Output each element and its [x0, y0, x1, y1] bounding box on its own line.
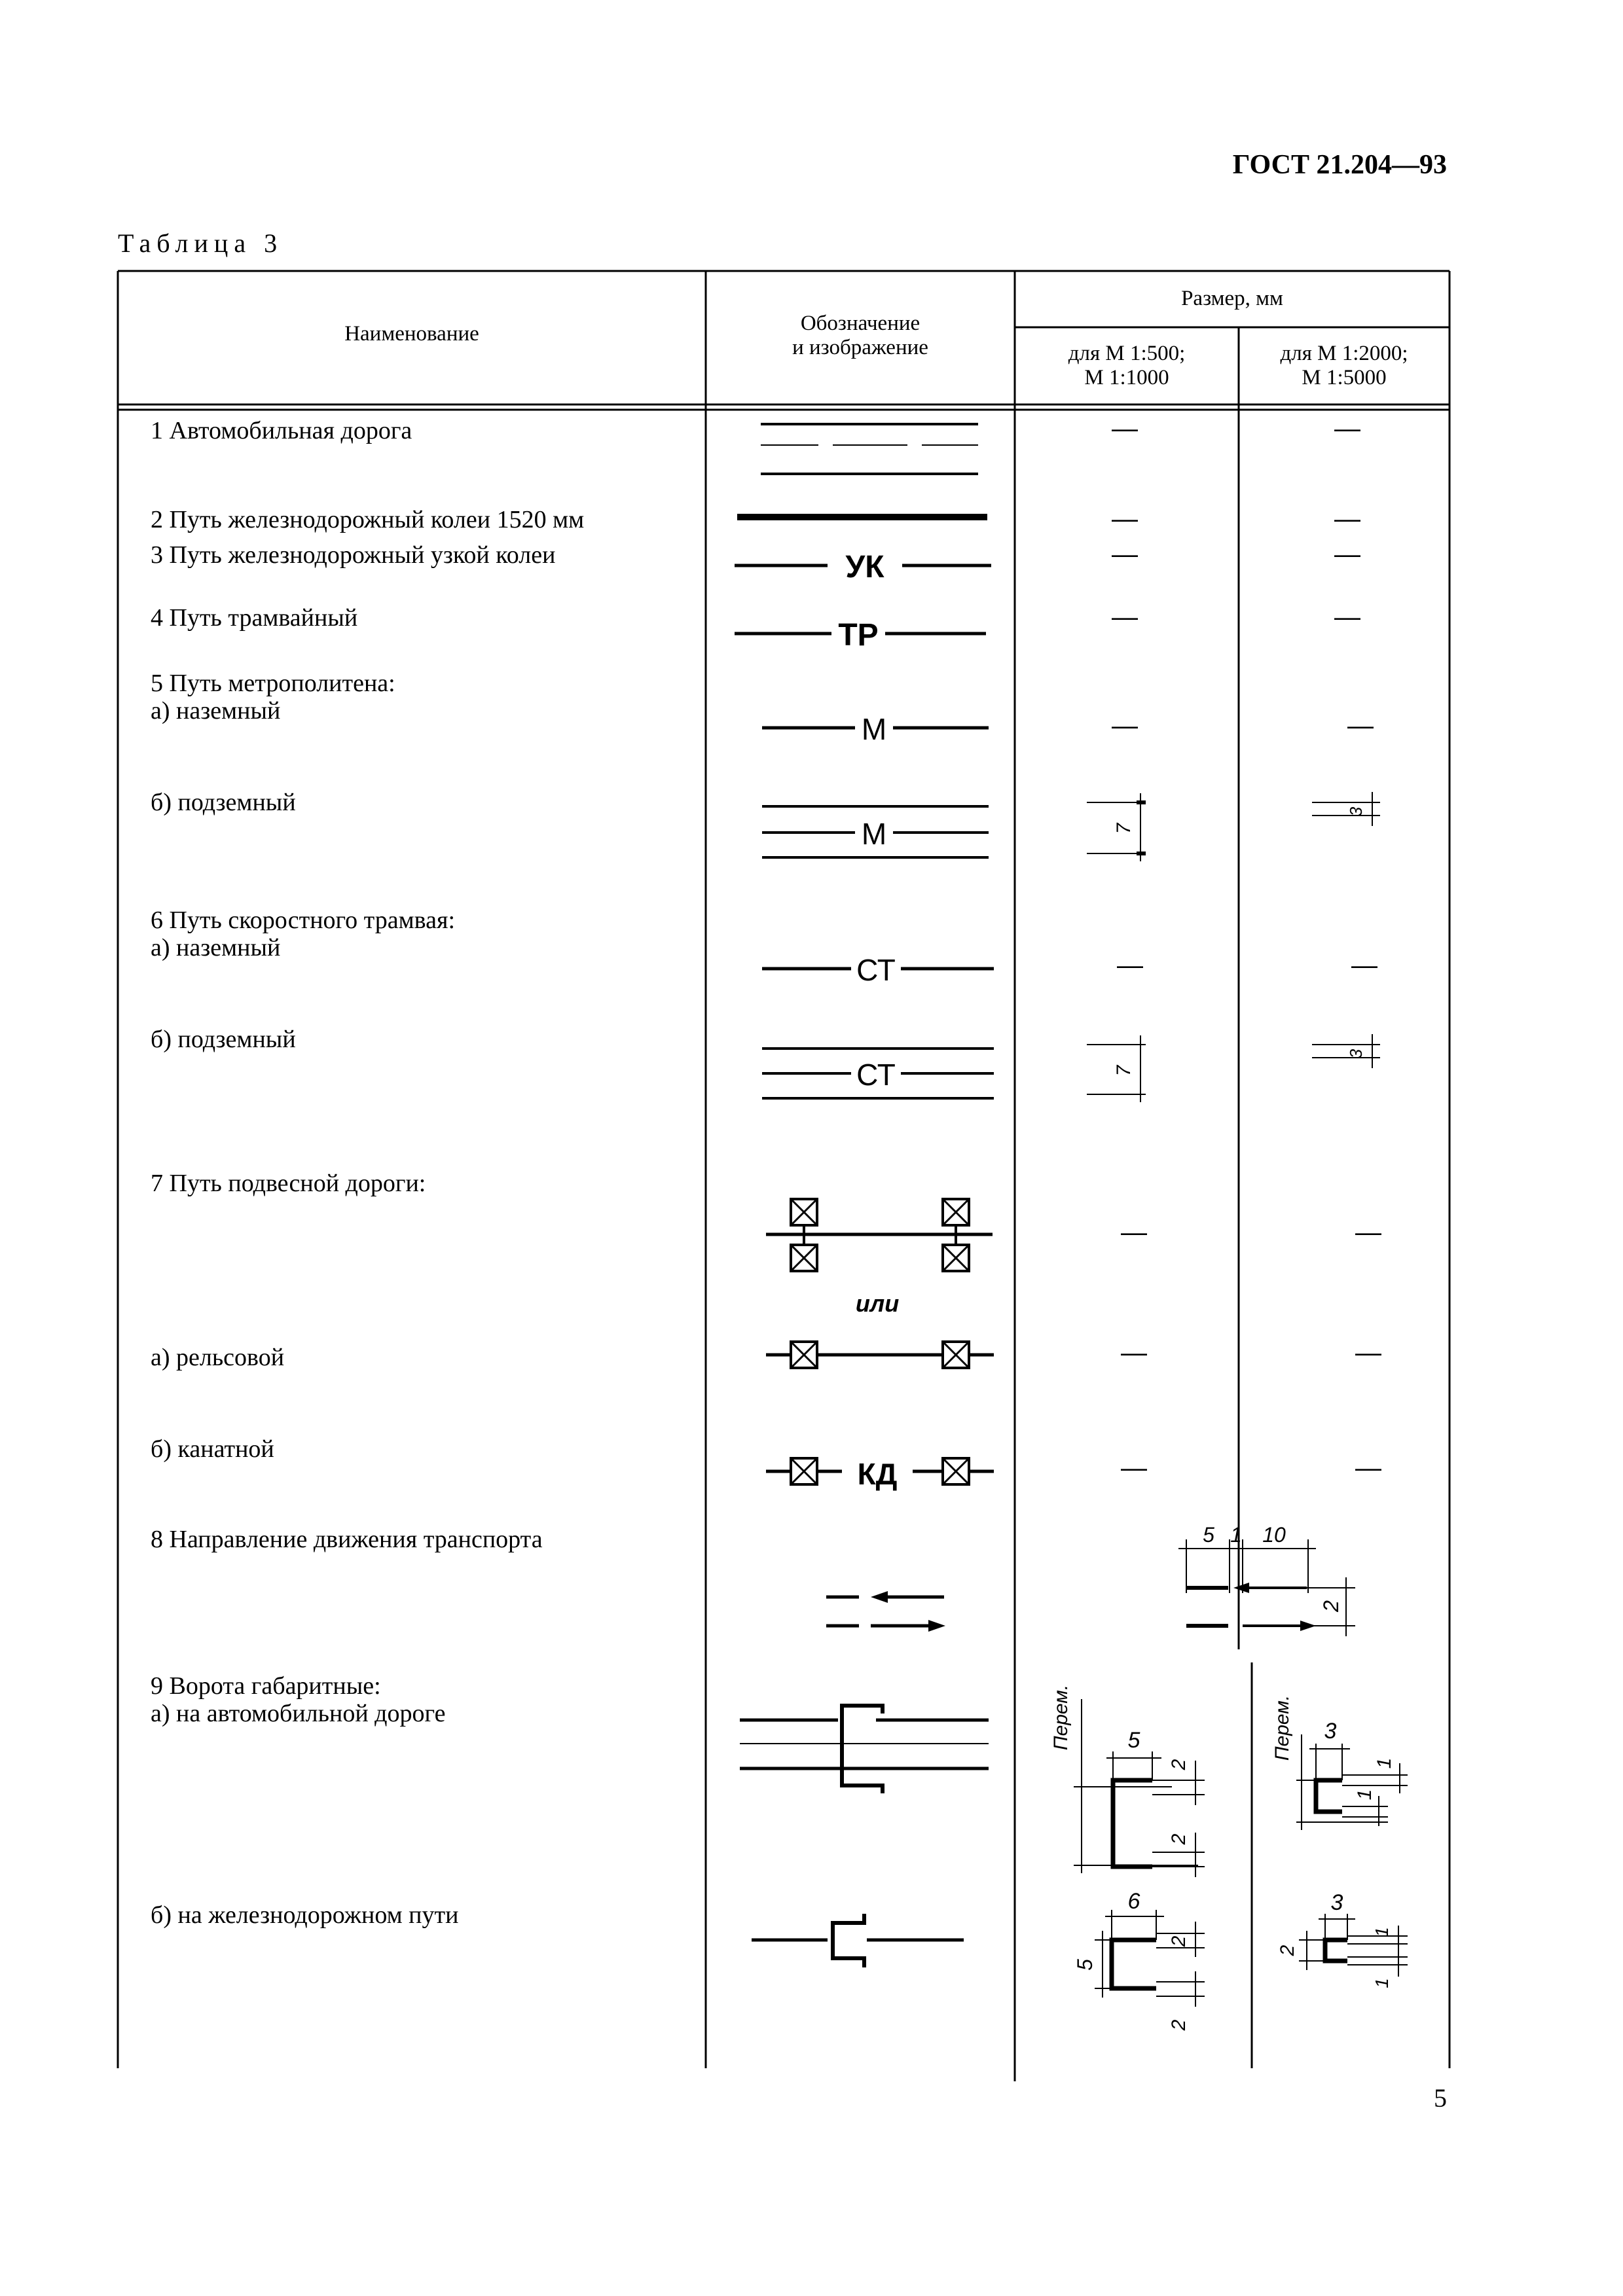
dash-r4-b: — — [1334, 603, 1360, 632]
header-scale-a-line2: М 1:1000 — [1084, 366, 1169, 389]
mark-ili: или — [855, 1290, 900, 1317]
dim-5-gate-rail: 5 — [1073, 1959, 1097, 1971]
row-7-name: 7 Путь подвесной дороги: — [151, 1170, 426, 1197]
row-3-name: 3 Путь железнодорожный узкой колеи — [151, 541, 556, 569]
dim-2-direction: 2 — [1319, 1600, 1343, 1612]
dash-r5a-a: — — [1112, 711, 1138, 740]
dash-r7b-a: — — [1121, 1454, 1147, 1482]
dim-1-gate-rail-bottom: 1 — [1372, 1978, 1392, 1988]
dash-r2-a: — — [1112, 505, 1138, 533]
symbol-road — [761, 424, 978, 474]
row-5b-name: б) подземный — [151, 789, 296, 816]
dim-perem-a: Перем. — [1050, 1684, 1072, 1751]
row-5-name: 5 Путь метрополитена: — [151, 670, 395, 697]
mark-uk: УК — [845, 550, 884, 584]
header-symbol-line2: и изображение — [792, 336, 928, 359]
dim-3-speed-tram: 3 — [1346, 1049, 1366, 1059]
dash-r2-b: — — [1334, 505, 1360, 533]
dash-r1-a: — — [1112, 414, 1138, 443]
dim-2-gate-road-top: 2 — [1168, 1759, 1190, 1770]
header-scale-a-line1: для М 1:500; — [1068, 342, 1186, 365]
header-symbol-line1: Обозначение — [800, 312, 921, 335]
dash-r6a-a: — — [1117, 951, 1143, 980]
dash-r7-b: — — [1355, 1218, 1381, 1247]
symbol-suspended-road — [766, 1199, 993, 1271]
symbol-traffic-direction — [826, 1591, 945, 1632]
row-6-name: 6 Путь скоростного трамвая: — [151, 906, 455, 934]
dash-r7-a: — — [1121, 1218, 1147, 1247]
row-2-name: 2 Путь железнодорожный колеи 1520 мм — [151, 506, 585, 533]
row-8-name: 8 Направление движения транспорта — [151, 1526, 543, 1553]
symbol-gate-rail — [752, 1914, 964, 1967]
dim-7-metro: 7 — [1113, 823, 1135, 834]
mark-st-surface: СТ — [856, 953, 896, 987]
dim-3-gate-road: 3 — [1324, 1719, 1337, 1744]
dash-r7b-b: — — [1355, 1454, 1381, 1482]
dim-2-gate-rail-top: 2 — [1168, 1935, 1190, 1947]
row-9a-name: а) на автомобильной дороге — [151, 1700, 446, 1727]
dim-2-gate-road-bottom: 2 — [1168, 1833, 1190, 1845]
dash-r3-a: — — [1112, 540, 1138, 569]
row-4-name: 4 Путь трамвайный — [151, 604, 358, 632]
row-5a-name: а) наземный — [151, 697, 281, 725]
dim-7-speed-tram: 7 — [1113, 1065, 1135, 1077]
standard-number: ГОСТ 21.204—93 — [1232, 150, 1447, 180]
dash-r7a-a: — — [1121, 1338, 1147, 1367]
page-number: 5 — [1434, 2083, 1447, 2113]
dash-r4-a: — — [1112, 603, 1138, 632]
dim-5-gate-road: 5 — [1127, 1728, 1140, 1753]
symbol-suspended-rail — [766, 1342, 994, 1368]
row-7a-name: а) рельсовой — [151, 1344, 285, 1371]
row-1-name: 1 Автомобильная дорога — [151, 417, 412, 444]
dim-2-gate-rail-small: 2 — [1277, 1945, 1298, 1956]
dash-r3-b: — — [1334, 540, 1360, 569]
dims-traffic-direction — [1178, 1539, 1355, 1636]
dash-r1-b: — — [1334, 414, 1360, 443]
dim-1-gate-rail-top: 1 — [1372, 1927, 1392, 1937]
mark-m-underground: М — [861, 817, 887, 851]
dash-r7a-b: — — [1355, 1338, 1381, 1367]
dim-5-direction: 5 — [1203, 1523, 1214, 1547]
row-6a-name: а) наземный — [151, 934, 281, 961]
header-scale-b-line1: для М 1:2000; — [1280, 342, 1408, 365]
mark-m-surface: М — [861, 712, 887, 746]
dim-3-metro: 3 — [1346, 806, 1366, 817]
row-6b-name: б) подземный — [151, 1026, 296, 1053]
header-scale-b-line2: М 1:5000 — [1302, 366, 1387, 389]
dim-1-gate-road-bottom: 1 — [1354, 1789, 1376, 1801]
mark-kd: КД — [857, 1457, 898, 1491]
mark-st-underground: СТ — [856, 1058, 896, 1092]
row-7b-name: б) канатной — [151, 1435, 274, 1463]
dim-1-direction: 1 — [1230, 1523, 1242, 1547]
dash-r6a-b: — — [1351, 951, 1377, 980]
mark-tr: ТР — [838, 618, 879, 653]
dim-2-gate-rail-bottom: 2 — [1168, 2019, 1190, 2031]
row-9b-name: б) на железнодорожном пути — [151, 1901, 459, 1929]
table-title: Таблица 3 — [118, 228, 283, 258]
dim-6-gate-rail: 6 — [1127, 1889, 1140, 1914]
dim-3-gate-rail: 3 — [1330, 1890, 1343, 1915]
dash-r5a-b: — — [1347, 711, 1374, 740]
symbol-gate-road — [740, 1706, 989, 1793]
dim-perem-b: Перем. — [1271, 1695, 1293, 1761]
dim-10-direction: 10 — [1262, 1523, 1286, 1547]
header-name: Наименование — [344, 322, 479, 346]
dims-gate-rail — [1095, 1910, 1408, 2007]
dim-1-gate-road-top: 1 — [1374, 1757, 1395, 1769]
dims-gate-road — [1074, 1699, 1408, 1877]
row-9-name: 9 Ворота габаритные: — [151, 1672, 381, 1700]
header-size: Размер, мм — [1181, 287, 1283, 310]
